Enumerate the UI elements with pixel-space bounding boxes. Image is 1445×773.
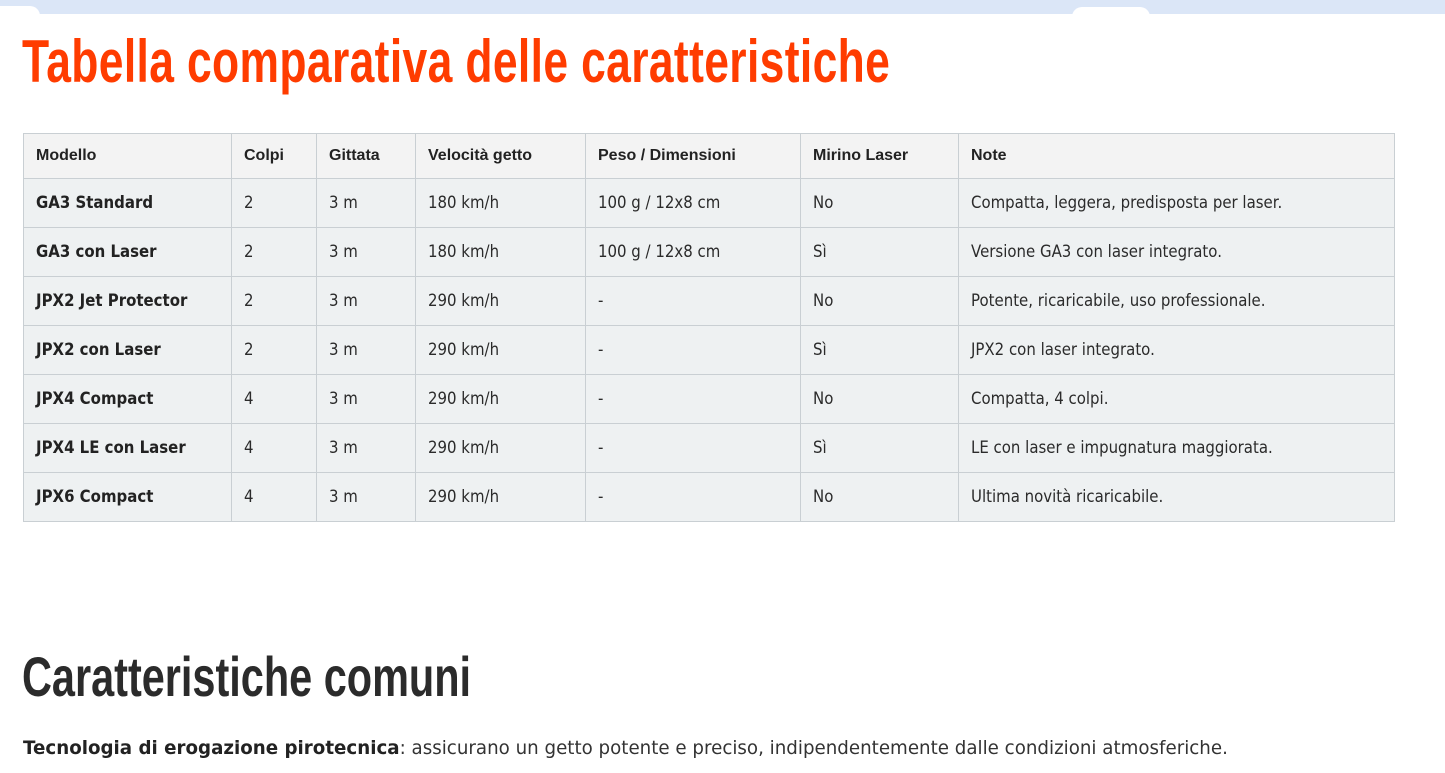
- table-cell: [586, 473, 801, 522]
- cell-text: -: [598, 438, 604, 458]
- cell-text: No: [813, 389, 834, 409]
- table-cell: [801, 326, 959, 375]
- table-cell: [317, 375, 416, 424]
- table-cell: [416, 228, 586, 277]
- cell-text: Sì: [813, 340, 827, 360]
- table-row: [24, 473, 1395, 522]
- cell-text: 100 g / 12x8 cm: [598, 193, 721, 213]
- table-cell: [959, 375, 1395, 424]
- cell-text: 290 km/h: [428, 389, 500, 409]
- table-cell: [801, 424, 959, 473]
- cell-text: 290 km/h: [428, 438, 500, 458]
- section-title: Caratteristiche comuni: [22, 645, 472, 708]
- table-cell-model: [24, 277, 232, 326]
- cell-text: JPX4 Compact: [36, 389, 154, 409]
- cell-text: JPX2 Jet Protector: [36, 291, 188, 311]
- column-header: Peso / Dimensioni: [586, 134, 801, 179]
- cell-text: 4: [244, 389, 254, 409]
- table-cell-model: [24, 228, 232, 277]
- table-row: [24, 179, 1395, 228]
- cell-text: Compatta, 4 colpi.: [971, 389, 1109, 409]
- cell-text: -: [598, 291, 604, 311]
- cell-text: 180 km/h: [428, 193, 500, 213]
- table-cell: [317, 228, 416, 277]
- cell-text: JPX2 con laser integrato.: [971, 340, 1155, 360]
- table-cell: [416, 473, 586, 522]
- table-cell: [232, 277, 317, 326]
- column-header: Gittata: [317, 134, 416, 179]
- cell-text: 290 km/h: [428, 291, 500, 311]
- table-row: [24, 228, 1395, 277]
- table-cell: [416, 277, 586, 326]
- table-cell: [959, 228, 1395, 277]
- table-cell: [801, 228, 959, 277]
- table-cell: [801, 277, 959, 326]
- table-cell: [232, 179, 317, 228]
- table-cell: [586, 375, 801, 424]
- table-cell: [416, 424, 586, 473]
- feature-paragraph-text: : assicurano un getto potente e preciso, indipendentemente dalle condizioni atmosferiche.: [399, 737, 1228, 759]
- table-cell: [959, 277, 1395, 326]
- table-cell: [317, 179, 416, 228]
- cell-text: 290 km/h: [428, 487, 500, 507]
- cell-text: 2: [244, 291, 254, 311]
- table-cell: [586, 179, 801, 228]
- column-header: Modello: [24, 134, 232, 179]
- column-header: Mirino Laser: [801, 134, 959, 179]
- table-cell: [232, 326, 317, 375]
- table-cell: [232, 473, 317, 522]
- table-cell: [801, 375, 959, 424]
- table-row: [24, 424, 1395, 473]
- column-header: Note: [959, 134, 1395, 179]
- table-cell: [317, 424, 416, 473]
- table-cell: [232, 424, 317, 473]
- table-cell-model: [24, 473, 232, 522]
- cell-text: 2: [244, 193, 254, 213]
- table-cell-model: [24, 375, 232, 424]
- cell-text: Versione GA3 con laser integrato.: [971, 242, 1222, 262]
- table-cell: [586, 228, 801, 277]
- feature-paragraph-strong: Tecnologia di erogazione pirotecnica: [23, 737, 400, 759]
- table-cell: [959, 179, 1395, 228]
- table-row: [24, 375, 1395, 424]
- cell-text: 290 km/h: [428, 340, 500, 360]
- table-cell: [232, 375, 317, 424]
- cell-text: 2: [244, 340, 254, 360]
- cell-text: 100 g / 12x8 cm: [598, 242, 721, 262]
- cell-text: Compatta, leggera, predisposta per laser.: [971, 193, 1283, 213]
- cell-text: No: [813, 487, 834, 507]
- cell-text: 2: [244, 242, 254, 262]
- table-cell: [586, 326, 801, 375]
- table-cell: [317, 473, 416, 522]
- cell-text: 3 m: [329, 438, 358, 458]
- cell-text: JPX6 Compact: [36, 487, 154, 507]
- cell-text: LE con laser e impugnatura maggiorata.: [971, 438, 1273, 458]
- cell-text: JPX2 con Laser: [36, 340, 161, 360]
- cell-text: 3 m: [329, 389, 358, 409]
- cell-text: No: [813, 291, 834, 311]
- table-row: [24, 326, 1395, 375]
- table-cell: [586, 424, 801, 473]
- cell-text: 3 m: [329, 291, 358, 311]
- comparison-table: [23, 133, 1395, 522]
- cell-text: -: [598, 487, 604, 507]
- browser-chrome-strip: [0, 0, 1445, 14]
- table-cell: [317, 326, 416, 375]
- cell-text: 4: [244, 438, 254, 458]
- cell-text: 3 m: [329, 487, 358, 507]
- table-cell: [416, 375, 586, 424]
- page-title: Tabella comparativa delle caratteristiche: [22, 28, 891, 95]
- cell-text: 180 km/h: [428, 242, 500, 262]
- table-cell: [317, 277, 416, 326]
- cell-text: Sì: [813, 438, 827, 458]
- cell-text: 3 m: [329, 193, 358, 213]
- cell-text: Sì: [813, 242, 827, 262]
- table-cell: [232, 228, 317, 277]
- cell-text: -: [598, 389, 604, 409]
- cell-text: 3 m: [329, 242, 358, 262]
- column-header: Colpi: [232, 134, 317, 179]
- table-cell: [959, 326, 1395, 375]
- page-content: [0, 14, 1445, 773]
- cell-text: 4: [244, 487, 254, 507]
- table-row: [24, 277, 1395, 326]
- cell-text: -: [598, 340, 604, 360]
- cell-text: JPX4 LE con Laser: [36, 438, 186, 458]
- table-cell-model: [24, 424, 232, 473]
- cell-text: 3 m: [329, 340, 358, 360]
- table-cell: [416, 326, 586, 375]
- table-cell: [586, 277, 801, 326]
- table-cell-model: [24, 179, 232, 228]
- table-cell: [959, 473, 1395, 522]
- cell-text: GA3 con Laser: [36, 242, 157, 262]
- table-cell: [801, 179, 959, 228]
- cell-text: No: [813, 193, 834, 213]
- table-cell: [959, 424, 1395, 473]
- cell-text: GA3 Standard: [36, 193, 154, 213]
- table-cell: [416, 179, 586, 228]
- column-header: Velocità getto: [416, 134, 586, 179]
- cell-text: Potente, ricaricabile, uso professionale.: [971, 291, 1266, 311]
- cell-text: Ultima novità ricaricabile.: [971, 487, 1164, 507]
- table-cell-model: [24, 326, 232, 375]
- table-header-row: [24, 134, 1395, 179]
- feature-paragraph: [23, 732, 1228, 764]
- table-cell: [801, 473, 959, 522]
